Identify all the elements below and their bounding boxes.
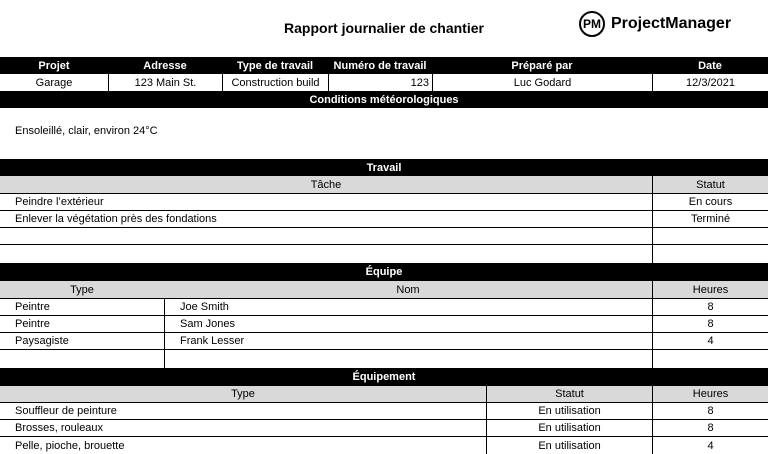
table-row <box>0 316 768 333</box>
project-work-type: Construction build <box>222 74 328 91</box>
header-date: Date <box>698 59 722 72</box>
team-member-name: Frank Lesser <box>164 333 652 349</box>
equipment-type: Pelle, pioche, brouette <box>15 439 125 452</box>
equipment-header-hours: Heures <box>652 386 768 402</box>
table-row <box>0 211 768 228</box>
header-type-travail: Type de travail <box>236 59 314 72</box>
equipment-type: Brosses, rouleaux <box>15 422 104 434</box>
team-header-name: Nom <box>396 283 420 296</box>
header-adresse: Adresse <box>143 59 187 72</box>
team-hours: 4 <box>652 333 768 349</box>
header-projet: Projet <box>38 59 70 72</box>
work-status: En cours <box>652 194 768 210</box>
project-date: 12/3/2021 <box>652 74 768 91</box>
team-type: Paysagiste <box>15 335 69 347</box>
team-header-hours: Heures <box>652 281 768 298</box>
project-header-row <box>0 57 768 74</box>
project-work-number: 123 <box>328 74 432 91</box>
weather-title: Conditions météorologiques <box>309 93 459 106</box>
equipment-column-headers <box>0 386 768 403</box>
work-column-headers <box>0 176 768 194</box>
team-type <box>0 350 164 368</box>
equipment-hours: 8 <box>652 420 768 436</box>
work-status: Terminé <box>652 211 768 227</box>
table-row <box>0 403 768 420</box>
report-title: Rapport journalier de chantier <box>284 20 484 36</box>
work-task: Enlever la végétation près des fondations <box>15 213 217 225</box>
team-column-headers <box>0 281 768 299</box>
team-hours <box>652 350 768 368</box>
team-hours: 8 <box>652 316 768 332</box>
logo-name: ProjectManager <box>611 15 732 32</box>
work-task <box>0 228 652 244</box>
table-row <box>0 350 768 368</box>
equipment-hours: 4 <box>652 437 768 454</box>
team-member-name: Joe Smith <box>164 299 652 315</box>
work-header <box>0 159 768 176</box>
equipment-type: Souffleur de peinture <box>15 405 117 417</box>
equipment-header <box>0 368 768 386</box>
work-title: Travail <box>366 161 402 174</box>
equipment-hours: 8 <box>652 403 768 419</box>
project-address: 123 Main St. <box>108 74 222 91</box>
work-task: Peindre l’extérieur <box>15 196 104 208</box>
equipment-title: Équipement <box>352 371 416 383</box>
work-header-status: Statut <box>652 176 768 193</box>
team-type: Peintre <box>15 318 50 330</box>
work-task <box>0 245 652 263</box>
weather-header <box>0 91 768 108</box>
table-row <box>0 228 768 245</box>
equipment-header-status: Statut <box>486 386 652 402</box>
table-row <box>0 420 768 437</box>
team-hours: 8 <box>652 299 768 315</box>
equipment-status: En utilisation <box>486 403 652 419</box>
work-header-task: Tâche <box>310 178 342 191</box>
equipment-status: En utilisation <box>486 437 652 454</box>
equipment-header-type: Type <box>231 388 255 400</box>
team-title: Équipe <box>365 266 403 278</box>
project-values-row <box>0 74 768 91</box>
header-prepare-par: Préparé par <box>511 59 573 72</box>
work-status <box>652 245 768 263</box>
table-row <box>0 299 768 316</box>
table-row <box>0 245 768 263</box>
weather-text: Ensoleillé, clair, environ 24°C <box>15 125 158 137</box>
table-row <box>0 437 768 454</box>
logo <box>579 9 731 39</box>
work-status <box>652 228 768 244</box>
header-numero-travail: Numéro de travail <box>333 59 427 72</box>
team-member-name <box>164 350 652 368</box>
project-prepared-by: Luc Godard <box>432 74 652 91</box>
table-row <box>0 333 768 350</box>
project-name: Garage <box>35 76 73 89</box>
team-type: Peintre <box>15 301 50 313</box>
team-member-name: Sam Jones <box>164 316 652 332</box>
equipment-status: En utilisation <box>486 420 652 436</box>
team-header-type: Type <box>70 283 94 296</box>
table-row <box>0 194 768 211</box>
team-header <box>0 263 768 281</box>
pm-logo-icon: PM <box>579 11 605 37</box>
